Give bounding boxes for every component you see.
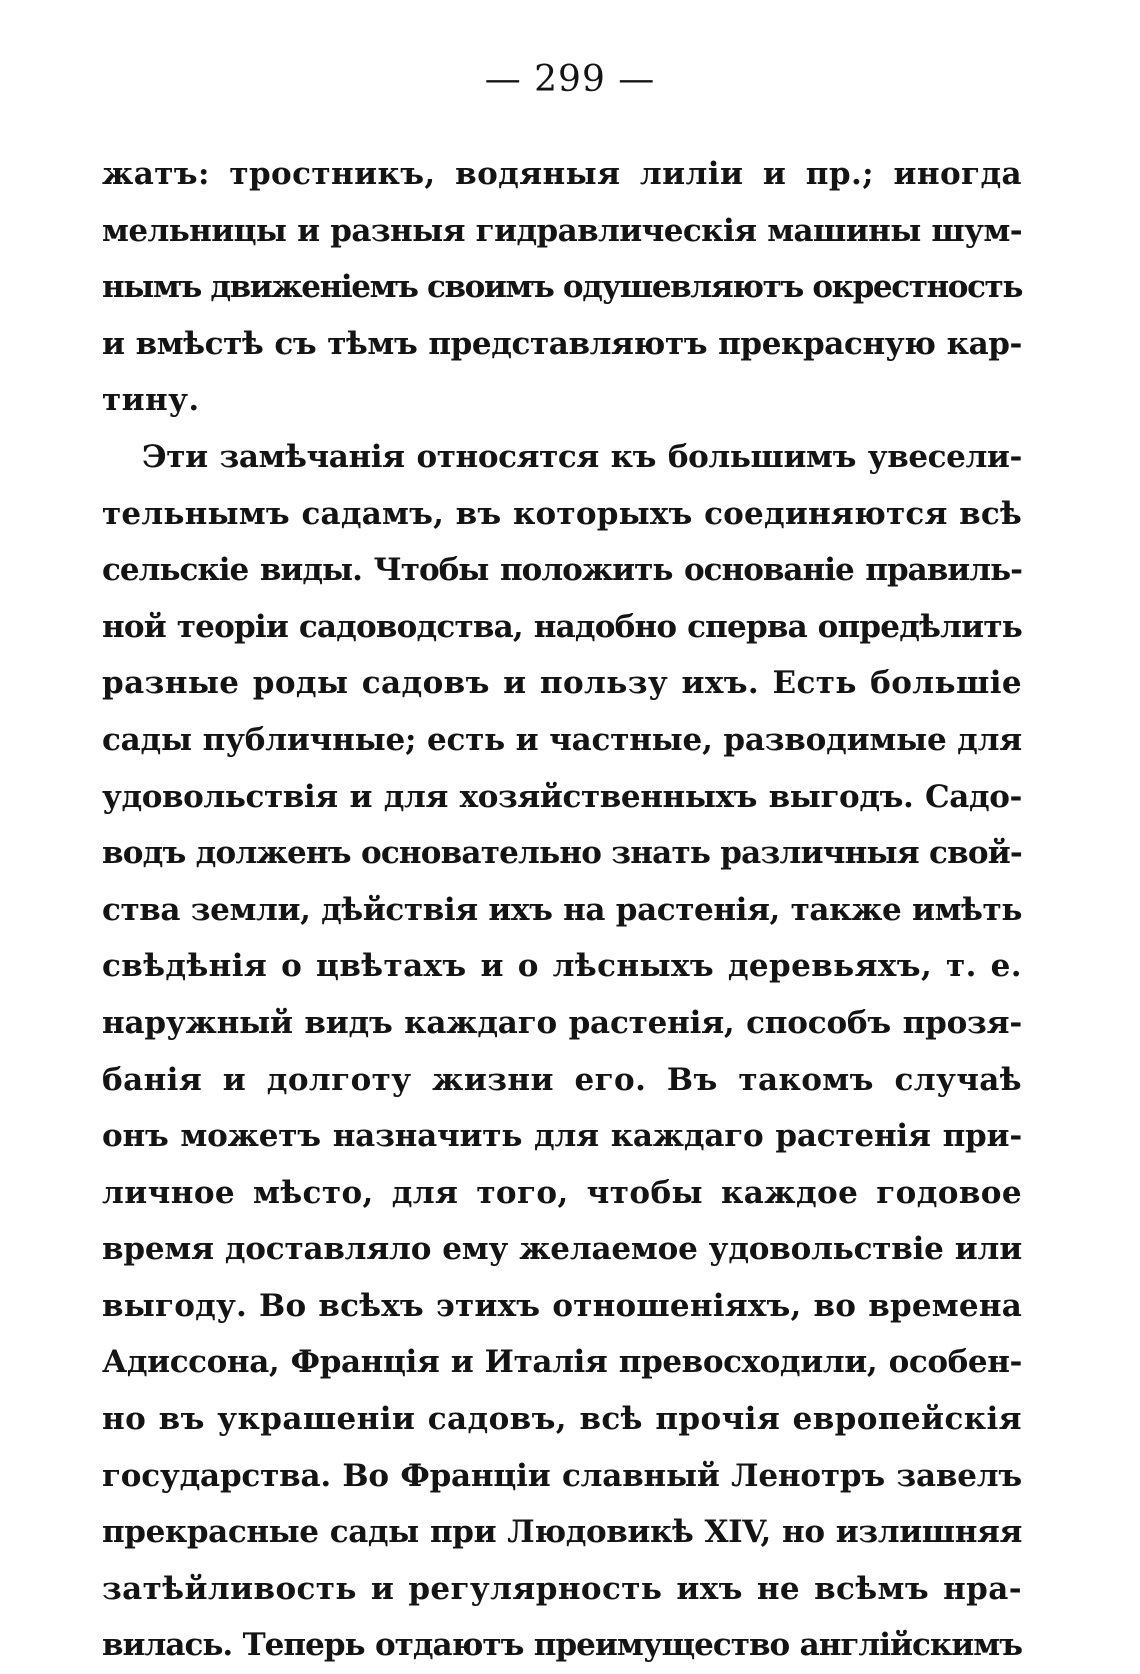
text-line: ства земли, дѣйствiя ихъ на растенiя, также имѣть [102,891,1022,928]
text-line: личное мѣсто, для того, чтобы каждое годовое [102,1174,1022,1211]
text-line: время доставляло ему желаемое удовольствiе или [102,1231,1022,1268]
text-line: нымъ движенiемъ своимъ одушевляютъ окрестность [102,269,1022,306]
text-line: свѣдѣнiя о цвѣтахъ и о лѣсныхъ деревьяхъ, т. е. [102,948,1022,985]
text-line: вилась. Теперь отдаютъ преимущество англiйскимъ [102,1627,1022,1664]
text-line: но въ украшенiи садовъ, всѣ прочiя европейскiя [102,1401,1022,1438]
text-line: водъ долженъ основательно знать различныя свой- [102,835,1022,872]
text-line: жатъ: тростникъ, водяныя лилiи и пр.; иногда [102,156,1022,192]
text-line: прекрасные сады при Людовикѣ XIV, но излишняя [102,1514,1022,1551]
text-line: и вмѣстѣ съ тѣмъ представляютъ прекрасную кар- [102,325,1022,362]
text-line: Адиссона, Францiя и Италiя превосходили, особен- [102,1344,1022,1381]
text-line: сельскiе виды. Чтобы положить основанiе правиль- [102,552,1022,589]
page-number: — 299 — [484,59,656,100]
text-line: тельнымъ садамъ, въ которыхъ соединяются всѣ [102,495,1022,532]
text-line: государства. Во Францiи славный Ленотръ завелъ [102,1457,1022,1494]
text-line: наружный видъ каждаго растенiя, способъ прозя- [102,1004,1022,1041]
text-line: мельницы и разныя гидравлическiя машины шум- [102,212,1022,249]
text-line: удовольствiя и для хозяйственныхъ выгодъ. Садо- [102,778,1022,815]
text-line: онъ можетъ назначить для каждаго растенiя при- [102,1118,1022,1155]
text-line: ной теорiи садоводства, надобно сперва опредѣлить [102,608,1022,645]
text-line: выгоду. Во всѣхъ этихъ отношенiяхъ, во времена [102,1287,1022,1324]
text-line: сады публичные; есть и частные, разводимые для [102,721,1022,758]
text-line: затѣйливость и регулярность ихъ не всѣмъ нра- [102,1570,1022,1607]
body-text [102,146,1022,1674]
text-line: банiя и долготу жизни его. Въ такомъ случаѣ [102,1061,1022,1098]
text-line: тину. [102,382,200,419]
text-line: разные роды садовъ и пользу ихъ. Есть большiе [102,665,1022,702]
paragraph-start-line: Эти замѣчанiя относятся къ большимъ увесели- [142,438,1022,475]
